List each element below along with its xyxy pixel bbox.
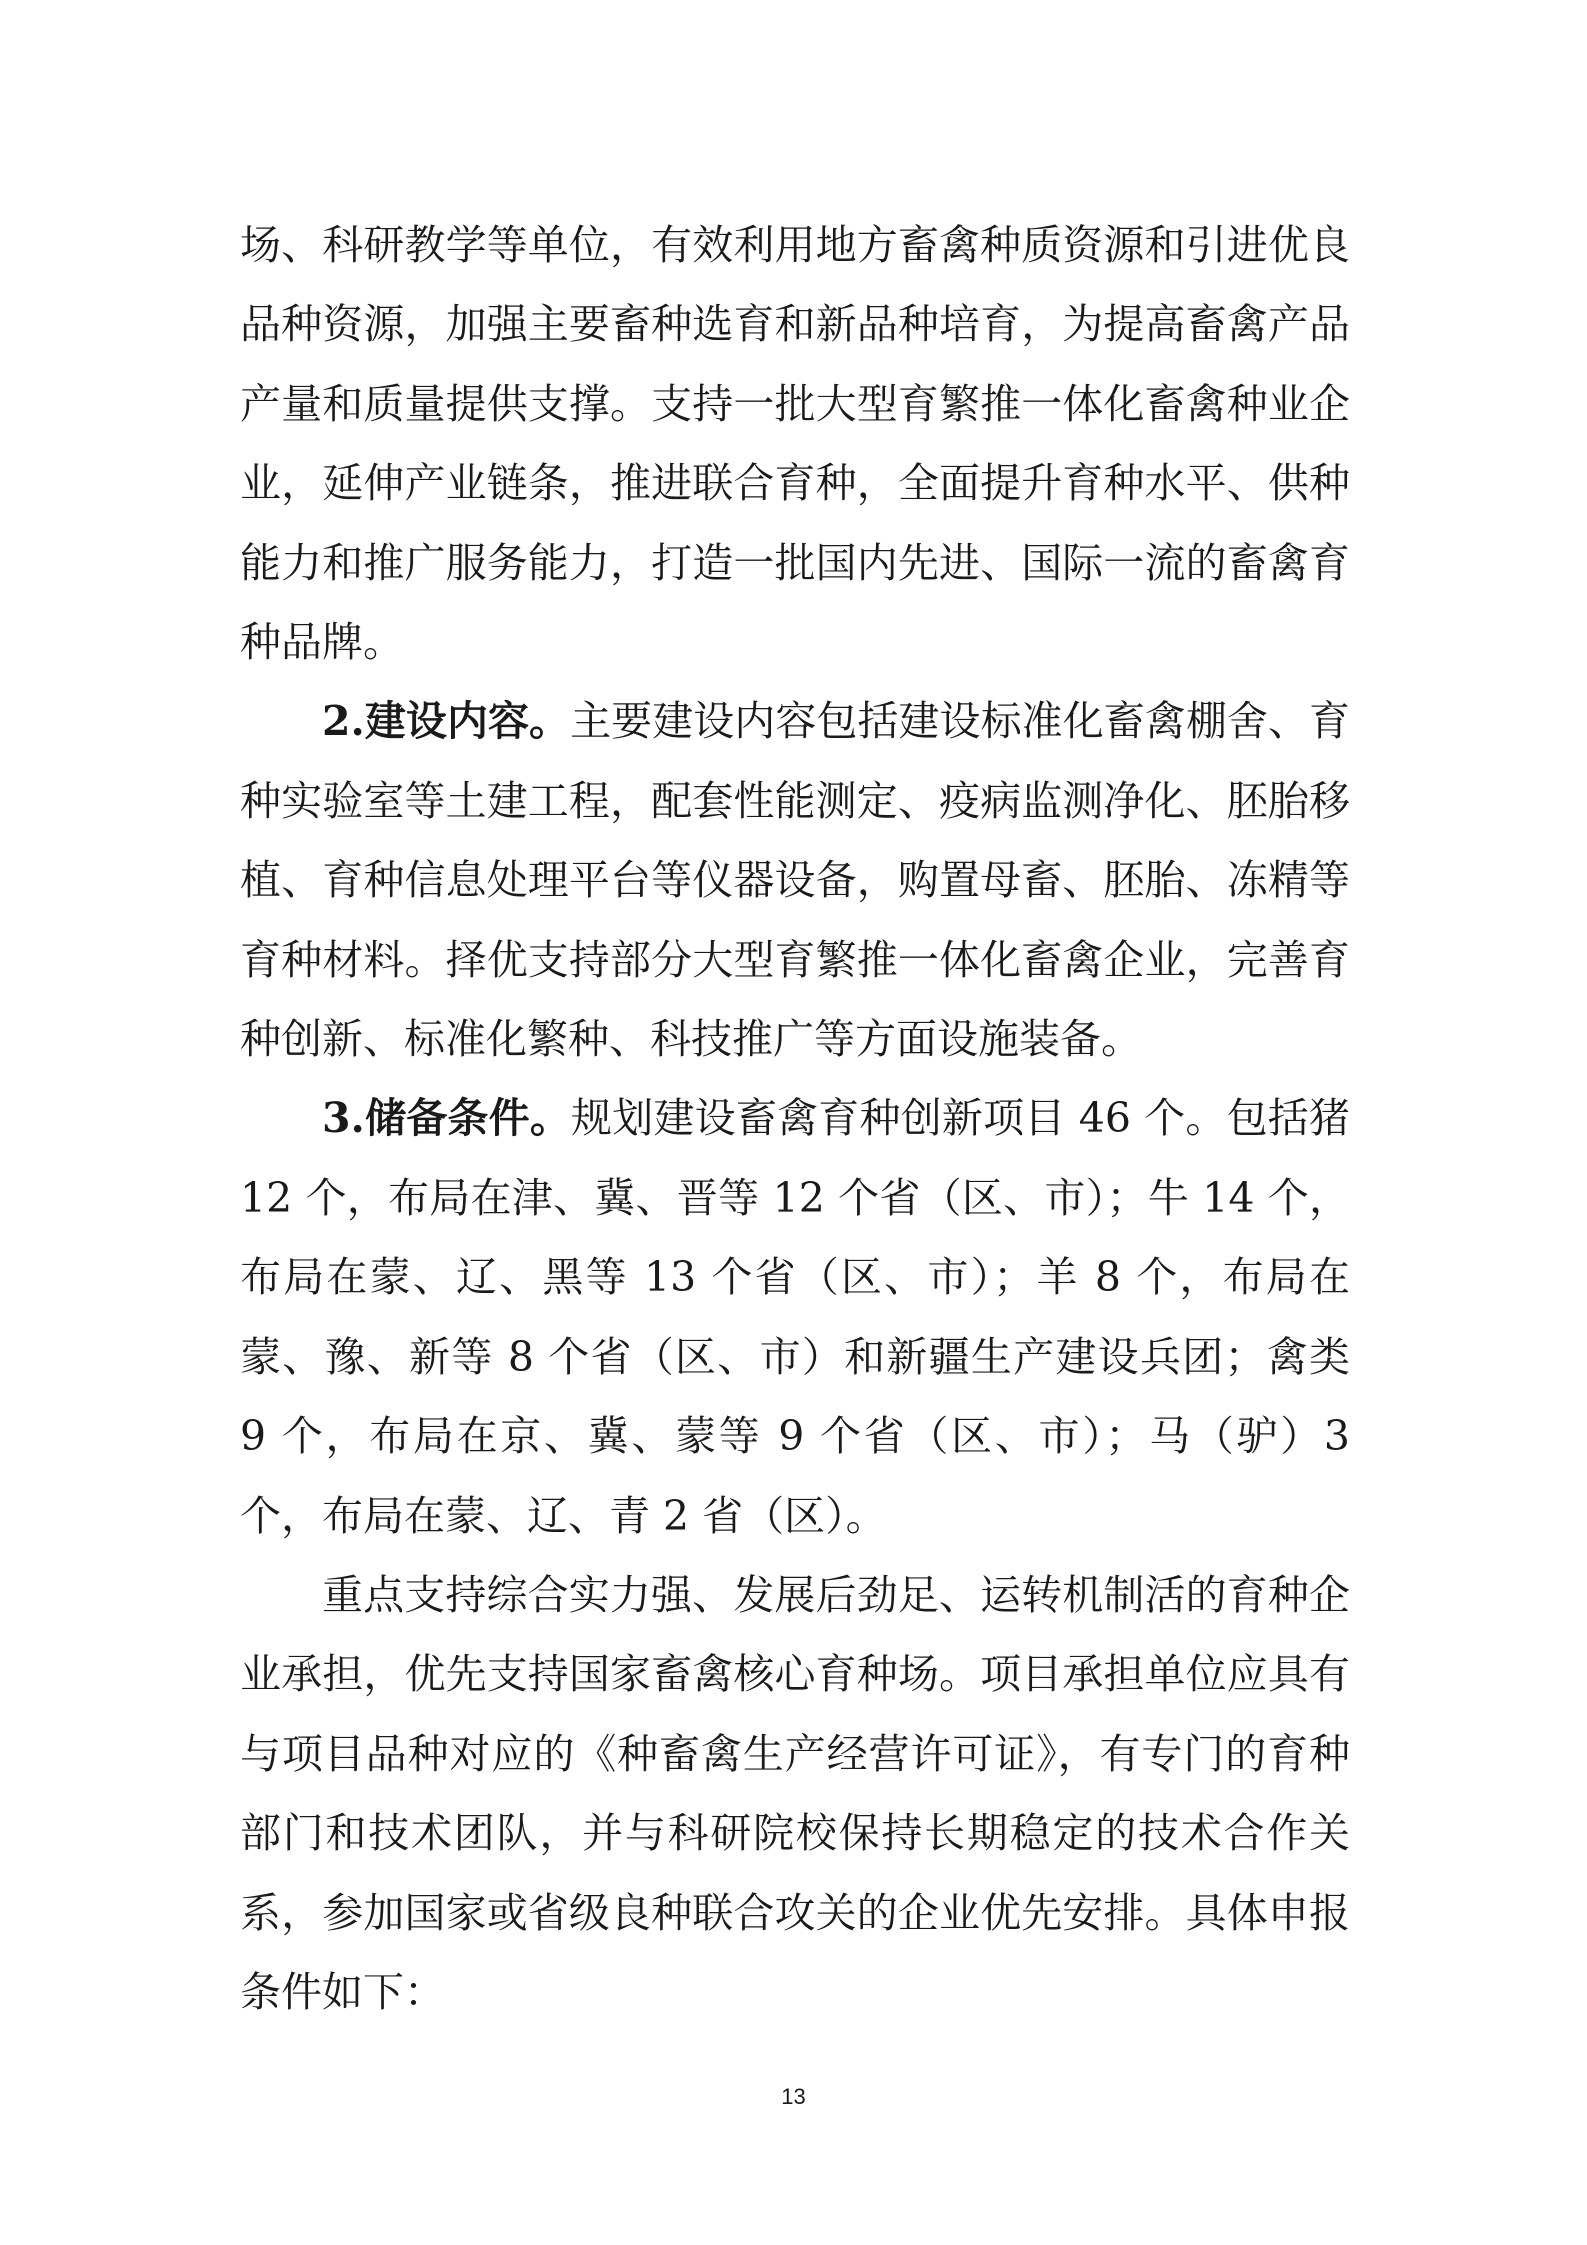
page-number: 13 — [781, 2084, 806, 2109]
section-heading: 2.建设内容。 — [322, 697, 571, 746]
paragraph-text: 场、科研教学等单位，有效利用地方畜禽种质资源和引进优良品种资源，加强主要畜种选育和新品种培育，为提高畜禽产品产量和质量提供支撑。支持一批大型育繁推一体化畜禽种业企业，延伸产业链条，推进联合育种，全面提升育种水平、供种能力和推广服务能力，打造一批国内先进、国际一流的畜禽育种品牌。 — [240, 221, 1350, 667]
paragraph-continuation — [240, 206, 1350, 682]
paragraph-reserve-conditions — [240, 1079, 1350, 1555]
paragraph-text: 重点支持综合实力强、发展后劲足、运转机制活的育种企业承担，优先支持国家畜禽核心育种场。项目承担单位应具有与项目品种对应的《种畜禽生产经营许可证》，有专门的育种部门和技术团队，并与科研院校保持长期稳定的技术合作关系，参加国家或省级良种联合攻关的企业优先安排。具体申报条件如下： — [240, 1570, 1350, 2016]
paragraph-support-priority — [240, 1556, 1350, 2032]
paragraph-text: 主要建设内容包括建设标准化畜禽棚舍、育种实验室等土建工程，配套性能测定、疫病监测净化、胚胎移植、育种信息处理平台等仪器设备，购置母畜、胚胎、冻精等育种材料。择优支持部分大型育繁推一体化畜禽企业，完善育种创新、标准化繁种、科技推广等方面设施装备。 — [240, 697, 1350, 1064]
paragraph-text: 规划建设畜禽育种创新项目 46 个。包括猪 12 个，布局在津、冀、晋等 12 个省（区、市）；牛 14 个，布局在蒙、辽、黑等 13 个省（区、市）；羊 8 个，布局在蒙、豫、新等 8 个省（区、市）和新疆生产建设兵团；禽类 9 个，布局在京、冀、蒙等 9 个省（区、市）；马（驴）3 个，布局在蒙、辽、青 2 省（区）。 — [240, 1094, 1350, 1540]
document-body — [240, 206, 1350, 2032]
paragraph-construction-content — [240, 682, 1350, 1079]
section-heading: 3.储备条件。 — [322, 1094, 572, 1143]
